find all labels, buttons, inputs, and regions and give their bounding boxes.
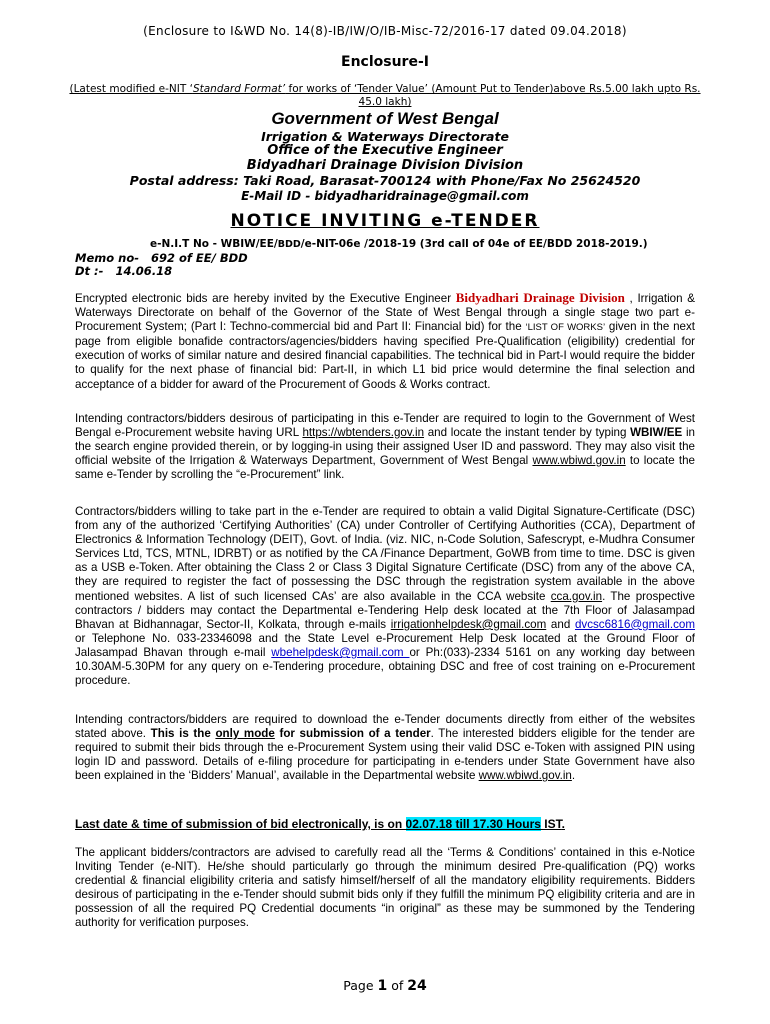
format-note-pre: (Latest modified e-NIT ‘ [69, 83, 193, 95]
notice-title-text: NOTICE INVITING e-TENDER [230, 211, 540, 231]
email-line: E-Mail ID - bidyadharidrainage@gmail.com [241, 189, 529, 203]
p3-text-b: . The prospective contractors / bidders may contact the Departmental e-Tendering Help desk located at the 7th Floor of Jalasampad Bhavan at Bidhannagar, Sector-II, Kolkata, through e-mails [75, 589, 695, 631]
dvcsc-email[interactable]: dvcsc6816@gmail.com [574, 617, 695, 631]
date-label: Dt :- [75, 264, 104, 278]
p3-text-e: or Ph:(033)-2334 5161 on any working day between 10.30AM-5.30PM for any query on e-Tendering procedure, obtaining DSC and free of cost training on e-Procurement procedure. [75, 645, 695, 688]
p1-text-b: , Irrigation & Waterways Directorate on behalf of the Governor of the State of West Bengal through a single stage two part e-Procurement System; (Part I: Techno-commercial bid and Part II: Financial bid) for the [75, 292, 695, 334]
deadline-suffix: IST [540, 817, 562, 831]
p3-text-d: or Telephone No. 033-23346098 and the State Level e-Procurement Help Desk located at the Ground Floor of Jalasampad Bhavan through e-mail [75, 631, 695, 659]
paragraph-login [75, 412, 695, 482]
format-note [62, 83, 708, 109]
government-heading: Government of West Bengal [271, 109, 499, 128]
wbiwd-link[interactable]: www.wbiwd.gov.in [532, 454, 626, 468]
p4-text-a: Intending contractors/bidders are required to download the e-Tender documents directly from either of the websites stated above. [75, 713, 695, 741]
format-note-post: for works of ‘Tender Value’ (Amount Put to Tender)above Rs.5.00 lakh upto Rs. 45.0 lakh) [285, 83, 701, 108]
page-of: of [387, 978, 408, 993]
memo-line [75, 251, 248, 265]
paragraph-download [75, 713, 695, 783]
paragraph-invitation [75, 291, 695, 392]
wbehelpdesk-email[interactable]: wbehelpdesk@gmail.com [271, 645, 410, 659]
paragraph-dsc [75, 505, 695, 688]
p2-text-d: to locate the same e-Tender by scrolling the “e-Procurement” link. [75, 454, 695, 482]
postal-address: Postal address: Taki Road, Barasat-700124 with Phone/Fax No 25624520 [129, 173, 641, 188]
paragraph-eligibility: The applicant bidders/contractors are advised to carefully read all the ‘Terms & Conditions’ contained in this e-Notice Inviting Tender (e-NIT). He/she should particularly go through the minimum desired Pre-qualification (PQ) works credential & financial eligibility criteria and satisfy himself/herself of all the mandatory eligibility requirements. Bidders desirous of participating in the e-Tender should submit bids only if they fulfill the minimum PQ eligibility criteria and are in possession of all the required PQ Credential documents “in original” as these may be summoned by the Tendering authority for verification purposes. [75, 846, 695, 930]
p4-only-mode: only mode [215, 727, 275, 741]
irrigation-helpdesk-email[interactable]: irrigationhelpdesk@gmail.com [390, 617, 547, 631]
nit-part1: e-N.I.T No - WBIW/EE/ [150, 238, 278, 250]
p1-text-a: Encrypted electronic bids are hereby invited by the Executive Engineer [75, 292, 456, 305]
deadline-end: . [561, 817, 565, 831]
page-total: 24 [407, 978, 427, 994]
p3-text-a: Contractors/bidders willing to take part in the e-Tender are required to obtain a valid Digital Signature-Certificate (DSC) from any of the authorized ‘Certifying Authorities’ (CA) under Controller of Certifying Authorities (CCA), Department of Electronics & Information Technology (DEIT), Govt. of India. (viz. NIC, n-Code Solution, Safescrypt, e-Mudhra Consumer Services Ltd, TCS, MTNL, IDRBT) or as notified by the CA /Finance Department, GoWB from time to time. DSC is given as a USB e-Token. After obtaining the Class 2 or Class 3 Digital Signature Certificate (DSC) from any of the above CA, they are required to register the fact of possessing the DSC through the registration system available in the above mentioned websites. A list of such licensed CAs’ are also available in the CCA website [75, 505, 695, 603]
division-line: Bidyadhari Drainage Division Division [246, 158, 524, 173]
page-footer [0, 978, 770, 994]
p2-text-a: Intending contractors/bidders desirous of participating in this e-Tender are required to login to the Government of West Bengal e-Procurement website having URL [75, 412, 695, 440]
format-note-italic: Standard Format’ [192, 83, 286, 95]
p1-division: Bidyadhari Drainage Division [455, 290, 625, 305]
wbtenders-link[interactable]: https://wbtenders.gov.in [302, 426, 425, 440]
memo-label: Memo no- [75, 251, 139, 265]
memo-value: 692 of EE/ BDD [151, 251, 248, 265]
p4-text-c: . [571, 769, 576, 783]
p4-bold-1: This is the [150, 727, 216, 741]
nit-number [150, 238, 648, 250]
p2-search-code: WBIW/EE [630, 426, 683, 440]
p1-text-c: given in the next page from eligible bonafide contractors/agencies/bidders having specified Pre-Qualification (eligibility) credential for execution of works of similar nature and desired financial capabilities. The technical bid in Part-I would require the bidder to qualify for the next phase of financial bid: Part-II, in which L1 bid price would determine the final selection and acceptance of a bidder for award of the Procurement of Goods & Works contract. [75, 320, 695, 391]
page-label: Page [343, 978, 378, 993]
p3-text-c: and [546, 617, 575, 631]
p2-text-c: in the search engine provided therein, or by logging-in using their assigned User ID and password. They may also visit the official website of the Irrigation & Waterways Department, Government of West Bengal [75, 426, 695, 468]
directorate-line: Irrigation & Waterways Directorate [261, 129, 509, 144]
enclosure-reference: (Enclosure to I&WD No. 14(8)-IB/IW/O/IB-Misc-72/2016-17 dated 09.04.2018) [143, 24, 627, 38]
date-value: 14.06.18 [115, 264, 173, 278]
nit-part3: /e-NIT-06e /2018-19 (3rd call of 04e of EE/BDD 2018-2019.) [300, 238, 648, 250]
wbiwd-link-2[interactable]: www.wbiwd.gov.in [478, 769, 572, 783]
page-number: 1 [377, 978, 388, 994]
p4-text-b: . The interested bidders eligible for the tender are required to submit their bids through the e-Procurement System using their valid DSC e-Token with assigned PIN using login ID and password. Details of e-filing procedure for participating in e-tenders under State Government have also been explained in the ‘Bidders’ Manual’, available in the Departmental website [75, 727, 695, 783]
submission-deadline [75, 817, 565, 831]
nit-part2: BDD [277, 239, 301, 250]
notice-title [0, 211, 770, 231]
enclosure-title: Enclosure-I [341, 54, 429, 70]
p2-text-b: and locate the instant tender by typing [424, 426, 631, 440]
office-line: Office of the Executive Engineer [267, 143, 503, 158]
cca-link[interactable]: cca.gov.in [550, 589, 603, 603]
p1-list-of-works: ‘LIST OF WORKS’ [525, 322, 606, 334]
deadline-label: Last date & time of submission of bid electronically, is on [75, 817, 406, 831]
p4-bold-3: for submission of a tender [274, 727, 431, 741]
deadline-date: 02.07.18 till 17.30 Hours [405, 817, 541, 831]
date-line [75, 264, 172, 278]
